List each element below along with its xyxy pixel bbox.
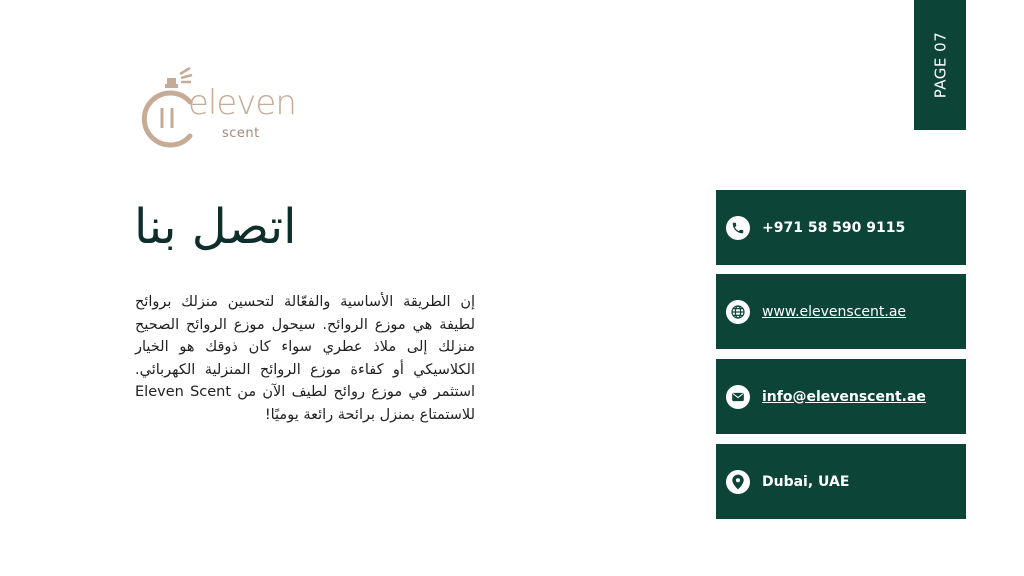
contact-location-card [716, 444, 966, 519]
logo-subtitle: scent [222, 126, 260, 141]
phone-icon [726, 216, 750, 240]
mail-icon [726, 385, 750, 409]
description-paragraph: إن الطريقة الأساسية والفعّالة لتحسين منزلك بروائح لطيفة هي موزع الروائح. سيحول موزع الروائح الصحيح منزلك إلى ملاذ عطري سواء كان ذوقك هو الخيار الكلاسيكي أو كفاءة موزع الروائح المنزلية الكهربائي. استثمر في موزع روائح لطيف الآن من Eleven Scent للاستمتاع بمنزل برائحة رائعة يوميًا! [135, 294, 475, 423]
page-title: اتصل بنا [134, 199, 297, 255]
contact-email-card [716, 359, 966, 434]
location-text: Dubai, UAE [762, 473, 850, 490]
brand-logo [138, 64, 313, 150]
contact-phone-card [716, 190, 966, 265]
website-link[interactable]: www.elevenscent.ae [762, 303, 907, 320]
email-link[interactable]: info@elevenscent.ae [762, 388, 926, 405]
location-pin-icon [726, 470, 750, 494]
phone-number[interactable]: +971 58 590 9115 [762, 219, 906, 236]
page-number: PAGE 07 [931, 31, 950, 99]
page-number-tab [914, 0, 966, 130]
contact-website-card [716, 274, 966, 349]
globe-icon [726, 300, 750, 324]
logo-wordmark: eleven [188, 83, 296, 123]
